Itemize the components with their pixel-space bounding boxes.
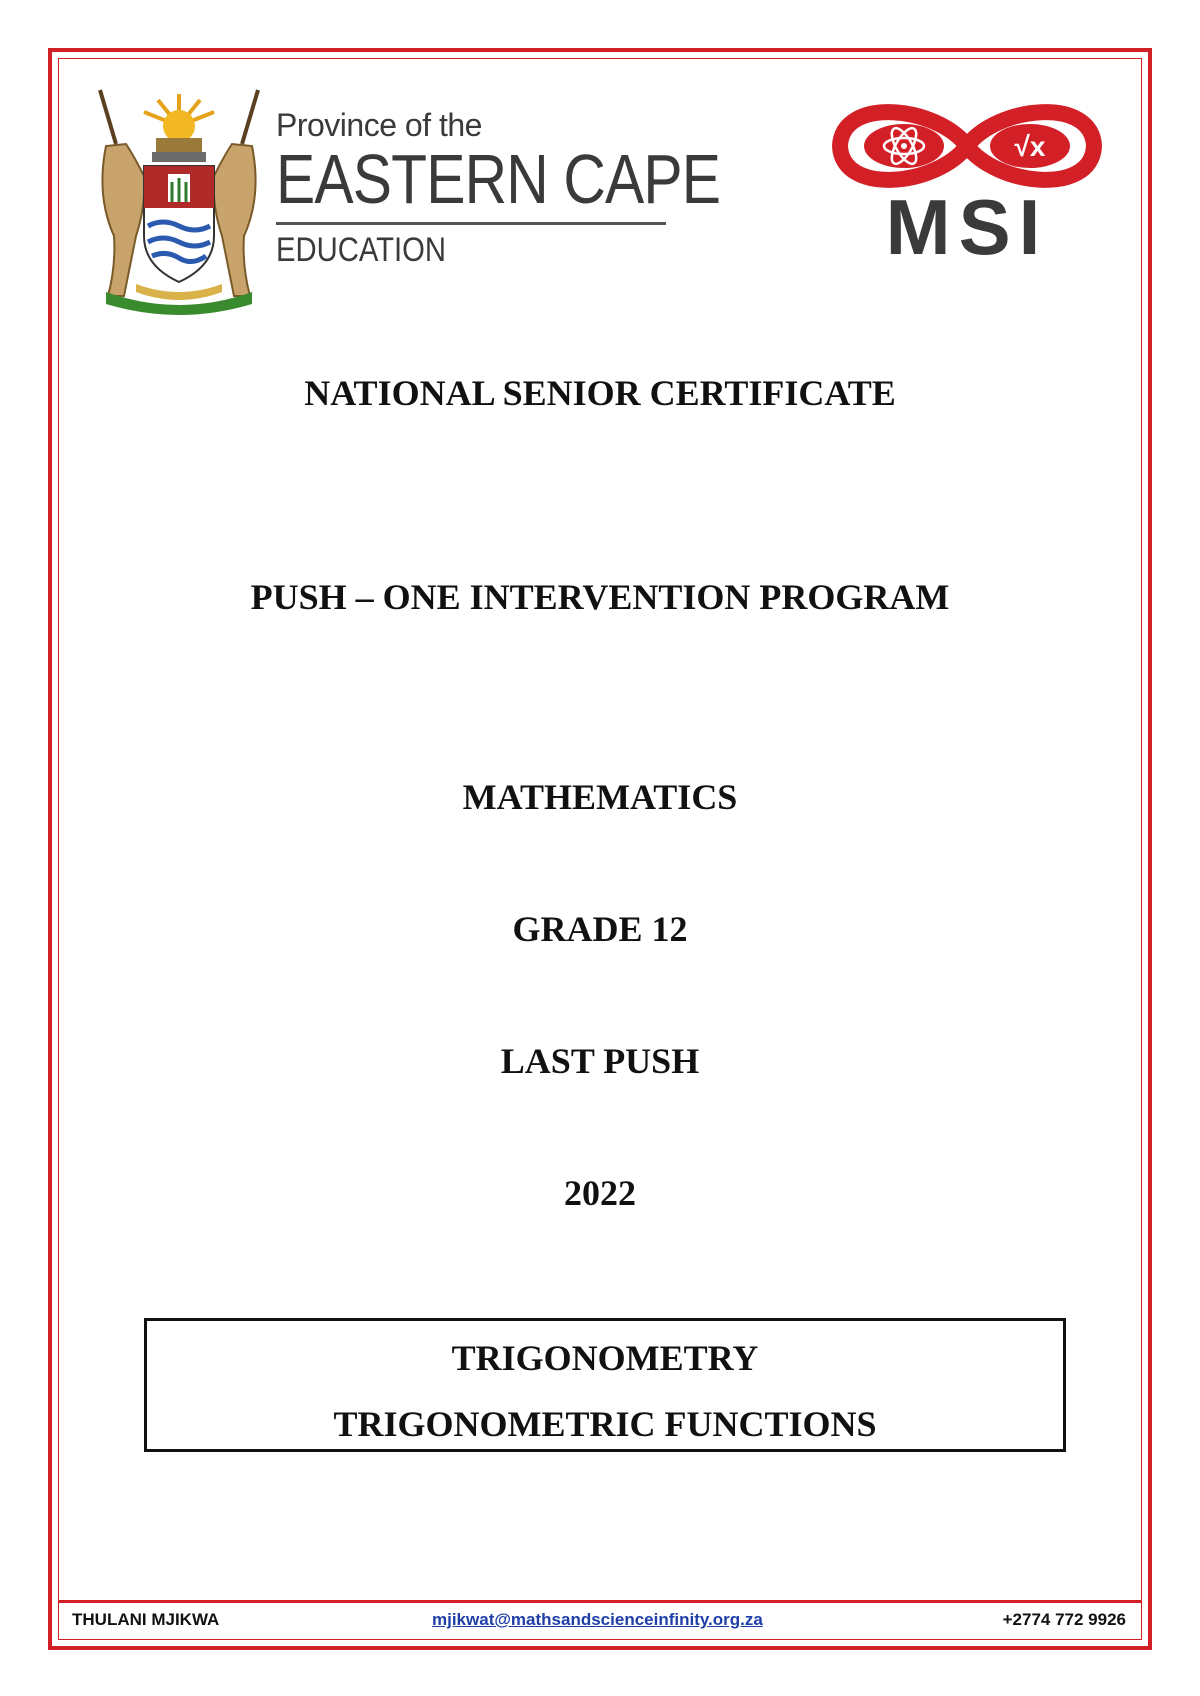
footer-email-link[interactable]: mjikwat@mathsandscienceinfinity.org.za [432, 1610, 763, 1629]
footer-author-name: THULANI MJIKWA [72, 1610, 220, 1629]
footer [58, 1610, 1142, 1634]
square-root-icon: √x [1014, 131, 1046, 162]
logo-line-education: EDUCATION [276, 231, 447, 269]
msi-logo [832, 96, 1102, 266]
footer-phone: +2774 772 9926 [1002, 1610, 1126, 1629]
topic-line-trigonometry: TRIGONOMETRY [451, 1338, 759, 1378]
program-title: PUSH – ONE INTERVENTION PROGRAM [250, 577, 950, 617]
year-title: 2022 [564, 1173, 636, 1213]
topic-line-functions: TRIGONOMETRIC FUNCTIONS [333, 1404, 877, 1444]
logo-divider [276, 222, 666, 225]
grade-title: GRADE 12 [512, 909, 688, 949]
coat-of-arms-icon [86, 86, 272, 318]
footer-divider [58, 1600, 1142, 1603]
certificate-title: NATIONAL SENIOR CERTIFICATE [304, 373, 896, 413]
msi-wordmark: MSI [885, 183, 1049, 266]
topic-box [144, 1318, 1066, 1452]
logo-line-eastern-cape: EASTERN CAPE [276, 140, 721, 218]
eastern-cape-education-logo [86, 86, 721, 318]
logo-line-province: Province of the [276, 107, 482, 143]
edition-title: LAST PUSH [500, 1041, 700, 1081]
subject-title: MATHEMATICS [462, 777, 738, 817]
